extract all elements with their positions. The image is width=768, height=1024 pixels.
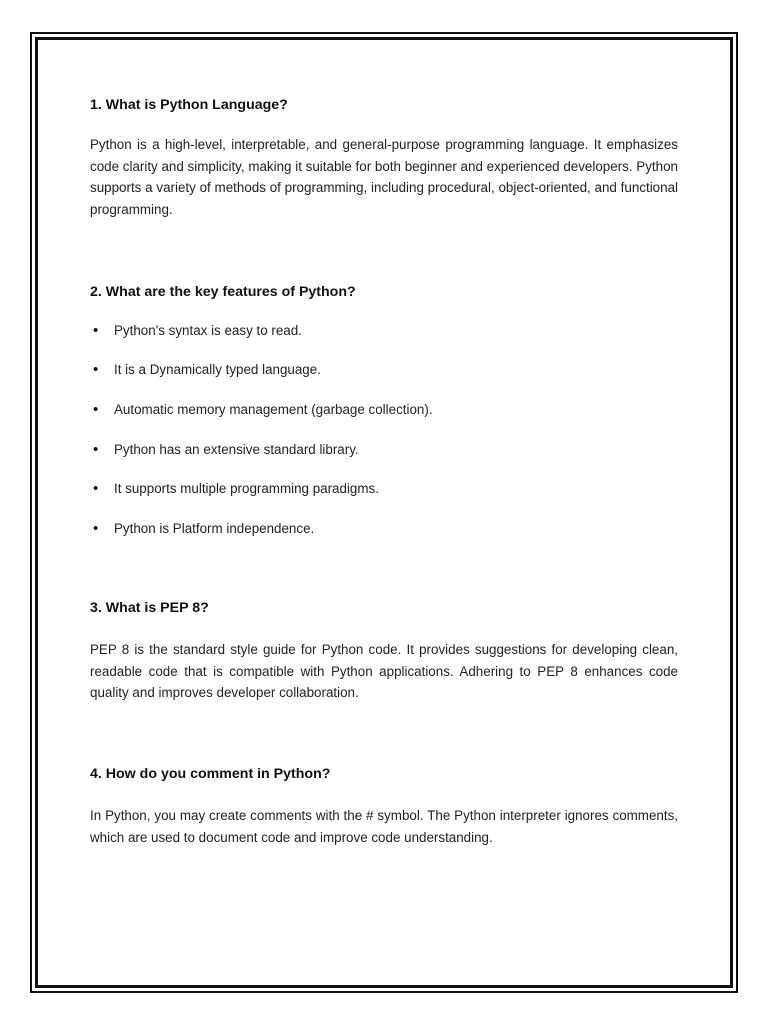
- section-3-heading: 3. What is PEP 8?: [90, 600, 209, 616]
- section-2-heading: 2. What are the key features of Python?: [90, 284, 356, 300]
- section-4-body: In Python, you may create comments with the # symbol. The Python interpreter ignores comments, which are used to document code and improve code understanding.: [90, 808, 678, 845]
- list-item: • It supports multiple programming paradigms.: [114, 479, 379, 499]
- list-item: • Python's syntax is easy to read.: [114, 321, 302, 341]
- section-4-heading: 4. How do you comment in Python?: [90, 766, 331, 782]
- list-item: • Python has an extensive standard library.: [114, 440, 359, 460]
- list-item: • It is a Dynamically typed language.: [114, 360, 321, 380]
- section-1-body: Python is a high-level, interpretable, and general-purpose programming language. It emphasizes code clarity and simplicity, making it suitable for both beginner and experienced developers. Python supports a variety of methods of programming, including procedural, object-oriented, and functional programming.: [90, 137, 678, 217]
- list-item: • Python is Platform independence.: [114, 519, 314, 539]
- list-item: • Automatic memory management (garbage collection).: [114, 400, 433, 420]
- section-3-body: PEP 8 is the standard style guide for Python code. It provides suggestions for developing clean, readable code that is compatible with Python applications. Adhering to PEP 8 enhances code quality and improves developer collaboration.: [90, 642, 678, 700]
- section-1-heading: 1. What is Python Language?: [90, 97, 288, 113]
